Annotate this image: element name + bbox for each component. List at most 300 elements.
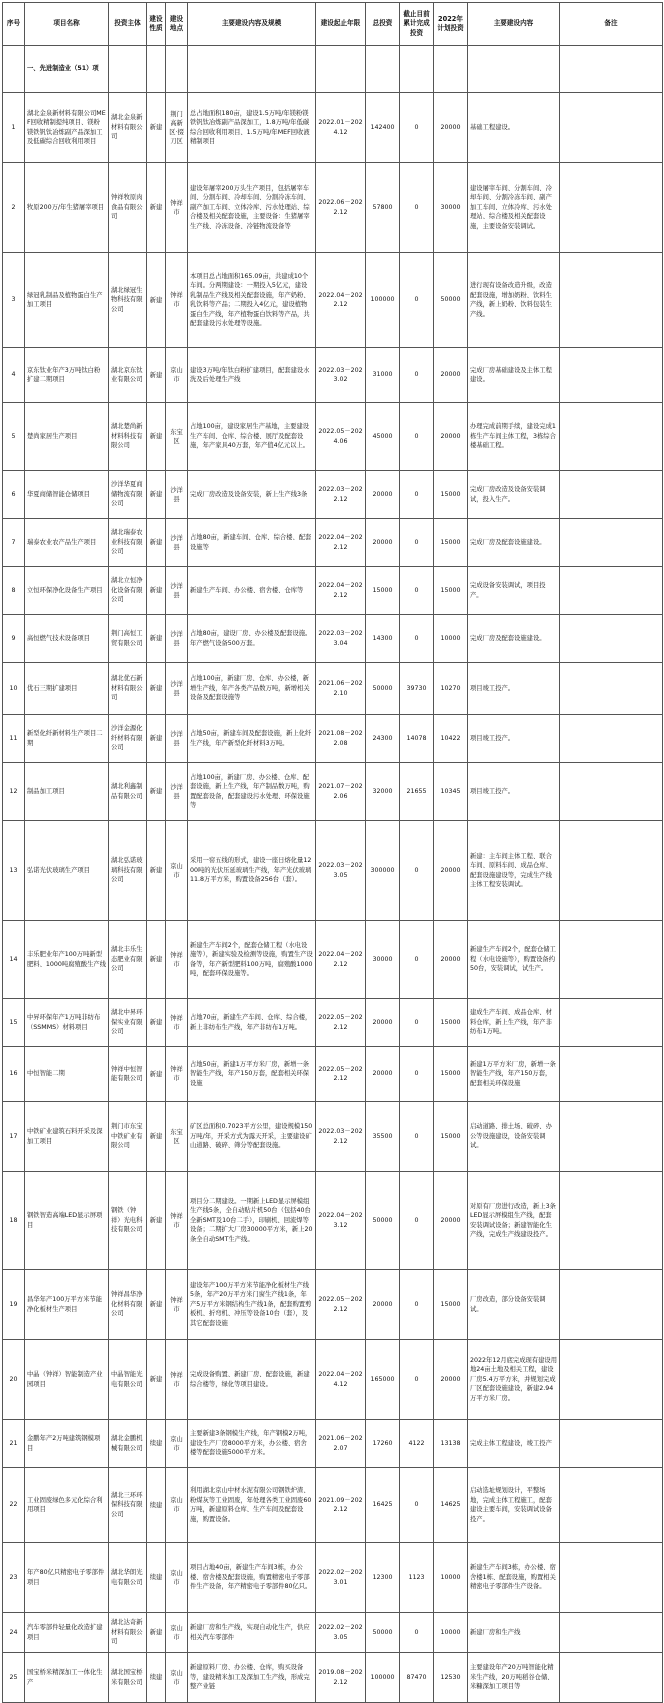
- main-construction: 项目竣工投产。: [468, 715, 560, 763]
- total-investment: 35500: [366, 1102, 400, 1172]
- completed-investment: 0: [400, 999, 434, 1047]
- completed-investment: 21655: [400, 763, 434, 821]
- investor: 沙洋金源化纤材料有限公司: [109, 715, 147, 763]
- investor: 湖北金泉新材料有限公司: [109, 93, 147, 163]
- construction-nature: 新建: [147, 1340, 166, 1420]
- completed-investment: 0: [400, 1102, 434, 1172]
- investor: 湖北楚尚新材料科技有限公司: [109, 403, 147, 471]
- main-construction: 完成厂房及配套设施建设。: [468, 615, 560, 663]
- project-name: 制品加工项目: [25, 763, 109, 821]
- project-name: 汽车零部件轻量化改造扩建项目: [25, 1613, 109, 1653]
- construction-location: 钟祥市: [166, 999, 188, 1047]
- header-content: 主要建设内容及规模: [188, 3, 316, 46]
- header-investor: 投资主体: [109, 3, 147, 46]
- construction-period: 2021.08－2022.08: [316, 715, 366, 763]
- remark: [560, 763, 663, 821]
- construction-period: 2019.08－2022.12: [316, 1653, 366, 1703]
- planned-investment: 13138: [434, 1420, 468, 1468]
- planned-investment: 10270: [434, 663, 468, 715]
- investor: 湖北丰乐生态肥业有限公司: [109, 921, 147, 999]
- section-title: 一、先进制造业（51）项: [25, 46, 109, 93]
- main-construction: 进行现有设备改造升级，改造配套设施，增加奶粉、饮料生产线，新上奶粉、饮料包装生产线。: [468, 253, 560, 348]
- main-construction: 厂房改造，部分设备安装调试。: [468, 1270, 560, 1340]
- construction-nature: 新建: [147, 567, 166, 615]
- construction-nature: 新建: [147, 1172, 166, 1270]
- total-investment: 20000: [366, 471, 400, 519]
- investor: 湖北三环环保科技有限公司: [109, 1468, 147, 1543]
- planned-investment: 15000: [434, 567, 468, 615]
- planned-investment: 15000: [434, 519, 468, 567]
- project-name: 瑞泰农业农产品生产项目: [25, 519, 109, 567]
- table-row: [3, 615, 663, 663]
- row-number: 15: [3, 999, 25, 1047]
- main-construction: 建成生产车间、成品仓库、材料仓库，新上生产线，年产非纺布1万吨。: [468, 999, 560, 1047]
- construction-location: 沙洋县: [166, 763, 188, 821]
- remark: [560, 403, 663, 471]
- row-number: 17: [3, 1102, 25, 1172]
- header-name: 项目名称: [25, 3, 109, 46]
- construction-content: 主要新建3条钢模生产线，年产钢模2万吨，建设生产厂房8000平方米，办公楼、宿舍楼等配套设施5000平方米。: [188, 1420, 316, 1468]
- planned-investment: 15000: [434, 1270, 468, 1340]
- main-construction: 完成主体工程建设，竣工投产: [468, 1420, 560, 1468]
- row-number: 10: [3, 663, 25, 715]
- row-number: 13: [3, 821, 25, 921]
- header-note: 备注: [560, 3, 663, 46]
- planned-investment: 10000: [434, 615, 468, 663]
- construction-nature: 新建: [147, 93, 166, 163]
- main-construction: 完成厂房及配套设施建设。: [468, 519, 560, 567]
- investor: 湖北达奇新材料有限公司: [109, 1613, 147, 1653]
- construction-nature: 续建: [147, 1468, 166, 1543]
- total-investment: 45000: [366, 403, 400, 471]
- header-plan: 2022年计划投资: [434, 3, 468, 46]
- investor: 湖北立恒净化设备有限公司: [109, 567, 147, 615]
- total-investment: 12300: [366, 1543, 400, 1613]
- header-location: 建设地点: [166, 3, 188, 46]
- construction-nature: 新建: [147, 763, 166, 821]
- construction-period: 2022.04－2024.12: [316, 1340, 366, 1420]
- row-number: 12: [3, 763, 25, 821]
- remark: [560, 1468, 663, 1543]
- completed-investment: 39730: [400, 663, 434, 715]
- investor: 湖北瑞泰农业科技有限公司: [109, 519, 147, 567]
- project-name: 钢铁智造高端LED显示屏项目: [25, 1172, 109, 1270]
- main-construction: 新建生产车间3栋，办公楼、宿舍楼1栋、配套设施，购置相关精密电子零部件生产设备。: [468, 1543, 560, 1613]
- completed-investment: 0: [400, 519, 434, 567]
- completed-investment: 14078: [400, 715, 434, 763]
- remark: [560, 715, 663, 763]
- investor: 沙洋华夏商储物流有限公司: [109, 471, 147, 519]
- construction-location: 京山市: [166, 821, 188, 921]
- table-row: [3, 715, 663, 763]
- construction-content: 新建生产车间2个，配套仓储工程（水电设施等），新建实验及检测等设施，购置生产设备等，年产新型肥料100万吨，腐殖酸1000吨，配套环保设施等。: [188, 921, 316, 999]
- construction-content: 项目占地40亩，新建生产车间3栋，办公楼、宿舍楼及配套设施，购置精密电子零部件生产设备，年产精密电子零部件80亿只。: [188, 1543, 316, 1613]
- construction-period: 2021.06－2022.10: [316, 663, 366, 715]
- planned-investment: 20000: [434, 93, 468, 163]
- header-period: 建设起止年限: [316, 3, 366, 46]
- construction-nature: 新建: [147, 471, 166, 519]
- construction-period: 2022.03－2022.12: [316, 1102, 366, 1172]
- completed-investment: 0: [400, 163, 434, 253]
- construction-content: 完成厂房改造及设备安装，新上生产线3条: [188, 471, 316, 519]
- construction-nature: 续建: [147, 1543, 166, 1613]
- construction-period: 2022.02－2023.01: [316, 1543, 366, 1613]
- construction-location: 钟祥市: [166, 1172, 188, 1270]
- construction-content: 本项目总占地面积165.09亩，共建成10个车间。分两期建设：一期投入5亿元，建设乳制品生产线及相关配套设施，年产奶粉、乳饮料等产品；二期投入4亿元，建设植物蛋白生产线，年产植物蛋白饮料等产品，共配套建设污水处理等设施。: [188, 253, 316, 348]
- investor: 荆门高恒工贸有限公司: [109, 615, 147, 663]
- completed-investment: 0: [400, 403, 434, 471]
- construction-period: 2021.09－2022.12: [316, 1468, 366, 1543]
- section-row: [3, 46, 663, 93]
- row-number: 23: [3, 1543, 25, 1613]
- construction-period: 2022.04－2022.12: [316, 921, 366, 999]
- project-name: 昌华年产100万平方米节能净化板材生产项目: [25, 1270, 109, 1340]
- completed-investment: 0: [400, 821, 434, 921]
- construction-nature: 新建: [147, 348, 166, 403]
- project-name: 高恒燃气技术设备项目: [25, 615, 109, 663]
- remark: [560, 93, 663, 163]
- header-total: 总投资: [366, 3, 400, 46]
- construction-nature: 新建: [147, 921, 166, 999]
- construction-content: 占地100亩，建设家居生产基地，主要建设生产车间、仓库、综合楼、展厅及配套设施，年产家具40万套，年产值4亿元以上。: [188, 403, 316, 471]
- remark: [560, 471, 663, 519]
- completed-investment: 0: [400, 1613, 434, 1653]
- main-construction: 建设屠宰车间、分割车间、冷却车间、分割冷冻车间、副产加工车间、立体冷库、污水处理站、综合楼及相关配套设施，主要设备安装调试。: [468, 163, 560, 253]
- project-name: 弘诺光伏玻璃生产项目: [25, 821, 109, 921]
- total-investment: 14300: [366, 615, 400, 663]
- total-investment: 50000: [366, 1172, 400, 1270]
- construction-content: 占地80亩，新建车间、仓库、综合楼、配套设施等: [188, 519, 316, 567]
- construction-nature: 新建: [147, 663, 166, 715]
- project-name: 绿冠乳制品及植物蛋白生产加工项目: [25, 253, 109, 348]
- construction-location: 钟祥市: [166, 1047, 188, 1102]
- main-construction: 主要建设年产20万吨智能化精米生产线，20万吨稻谷仓储、米糠深加工项目等: [468, 1653, 560, 1703]
- header-nature: 建设性质: [147, 3, 166, 46]
- completed-investment: 1123: [400, 1543, 434, 1613]
- project-name: 牧原200万/年生猪屠宰项目: [25, 163, 109, 253]
- construction-location: 沙洋县: [166, 715, 188, 763]
- investor: 湖北华朗光电有限公司: [109, 1543, 147, 1613]
- completed-investment: 4122: [400, 1420, 434, 1468]
- construction-nature: 新建: [147, 1047, 166, 1102]
- row-number: 2: [3, 163, 25, 253]
- construction-location: 京山市: [166, 1468, 188, 1543]
- table-row: [3, 567, 663, 615]
- planned-investment: 15000: [434, 999, 468, 1047]
- total-investment: 57800: [366, 163, 400, 253]
- planned-investment: 20000: [434, 1340, 468, 1420]
- investor: 钟祥牧原肉食品有限公司: [109, 163, 147, 253]
- table-header-row: [3, 3, 663, 46]
- completed-investment: 0: [400, 1340, 434, 1420]
- remark: [560, 1270, 663, 1340]
- investor: 湖北优石新材料有限公司: [109, 663, 147, 715]
- main-construction: 新建1万平方米厂房，新增一条智能生产线，年产150万套，配套相关环保设施: [468, 1047, 560, 1102]
- construction-content: 建设年屠宰200万头生产项目，包括屠宰车间、分割车间、冷却车间、分割冷冻车间、副产加工车间、立体冷库、污水处理站、综合楼及相关配套设施，主要设备：生猪屠宰生产线、冷冻设备、冷链物流设备等: [188, 163, 316, 253]
- construction-location: 京山市: [166, 348, 188, 403]
- row-number: 16: [3, 1047, 25, 1102]
- remark: [560, 567, 663, 615]
- completed-investment: 0: [400, 1270, 434, 1340]
- construction-period: 2022.03－2022.12: [316, 471, 366, 519]
- row-number: 14: [3, 921, 25, 999]
- construction-nature: 新建: [147, 1270, 166, 1340]
- header-done: 截止目前累计完成投资: [400, 3, 434, 46]
- table-row: [3, 999, 663, 1047]
- investor: 湖北中昇环保实业有限公司: [109, 999, 147, 1047]
- main-construction: 对原有厂房进行改造，新上3条LED显示屏模组生产线，配套安装调试设备；新建智能化生产线，完成生产线建设投产。: [468, 1172, 560, 1270]
- investor: 钢铁（钟祥）光电科技有限公司: [109, 1172, 147, 1270]
- completed-investment: 0: [400, 1172, 434, 1270]
- planned-investment: 15000: [434, 1102, 468, 1172]
- remark: [560, 821, 663, 921]
- total-investment: 100000: [366, 1653, 400, 1703]
- planned-investment: 20000: [434, 403, 468, 471]
- remark: [560, 253, 663, 348]
- construction-location: 钟祥市: [166, 1340, 188, 1420]
- construction-nature: 新建: [147, 715, 166, 763]
- completed-investment: 87470: [400, 1653, 434, 1703]
- construction-nature: 新建: [147, 163, 166, 253]
- construction-content: 新建生产车间、办公楼、宿舍楼、仓库等: [188, 567, 316, 615]
- construction-location: 沙洋县: [166, 567, 188, 615]
- table-row: [3, 471, 663, 519]
- construction-nature: 新建: [147, 1613, 166, 1653]
- row-number: 1: [3, 93, 25, 163]
- table-row: [3, 1340, 663, 1420]
- construction-period: 2022.01－2024.12: [316, 93, 366, 163]
- construction-content: 占地50亩，新建车间及配套设施，新上化纤生产线，年产新型化纤材料3万吨。: [188, 715, 316, 763]
- table-row: [3, 519, 663, 567]
- construction-period: 2022.06－2022.12: [316, 163, 366, 253]
- project-name: 丰乐肥业年产100万吨新型肥料、1000吨腐殖酸生产线: [25, 921, 109, 999]
- row-number: 24: [3, 1613, 25, 1653]
- construction-period: 2022.04－2022.12: [316, 567, 366, 615]
- remark: [560, 615, 663, 663]
- table-row: [3, 1653, 663, 1703]
- planned-investment: 15000: [434, 1047, 468, 1102]
- table-row: [3, 1468, 663, 1543]
- project-name: 年产80亿只精密电子零部件项目: [25, 1543, 109, 1613]
- main-construction: 2022年12月底完成现有建设用地24亩土地及相关工程，建设厂房5.4万平方米，并规划完成厂区配套设施建设，新建2.94万平方米厂房。: [468, 1340, 560, 1420]
- planned-investment: 10345: [434, 763, 468, 821]
- project-name: 中恒智能二期: [25, 1047, 109, 1102]
- project-name: 中铁矿业建筑石料开采及深加工项目: [25, 1102, 109, 1172]
- project-table: [2, 2, 663, 1703]
- planned-investment: 20000: [434, 1172, 468, 1270]
- table-row: [3, 1420, 663, 1468]
- planned-investment: 10000: [434, 1543, 468, 1613]
- row-number: 25: [3, 1653, 25, 1703]
- project-name: 立恒环保净化设备生产项目: [25, 567, 109, 615]
- planned-investment: 10422: [434, 715, 468, 763]
- construction-location: 钟祥市: [166, 163, 188, 253]
- construction-location: 沙洋县: [166, 471, 188, 519]
- construction-nature: 新建: [147, 1102, 166, 1172]
- table-body: [3, 46, 663, 1703]
- table-row: [3, 763, 663, 821]
- project-name: 工业固废绿色多元化综合利用项目: [25, 1468, 109, 1543]
- construction-content: 项目分二期建设。一期新上LED显示屏模组生产线5条，全自动贴片机50台（包括40台全新SMT及10台二手），印刷机、回流焊等设备；二期扩大厂房30000平方米，新上20条全自动SMT生产线。: [188, 1172, 316, 1270]
- construction-content: 新建厂房和生产线，实现自动化生产，供应相关汽车零部件: [188, 1613, 316, 1653]
- row-number: 8: [3, 567, 25, 615]
- completed-investment: 0: [400, 615, 434, 663]
- construction-content: 建设3万吨/年钛白粉扩建项目，配套建设水洗及后处理生产线: [188, 348, 316, 403]
- main-construction: 项目竣工投产。: [468, 763, 560, 821]
- remark: [560, 519, 663, 567]
- main-construction: 启动道路、排土场、破碎、办公等设施建设，设备安装调试。: [468, 1102, 560, 1172]
- main-construction: 完成厂房改造及设备安装调试，投入生产。: [468, 471, 560, 519]
- remark: [560, 163, 663, 253]
- construction-location: 京山市: [166, 1653, 188, 1703]
- header-no: 序号: [3, 3, 25, 46]
- total-investment: 50000: [366, 1613, 400, 1653]
- table-row: [3, 163, 663, 253]
- construction-content: 采用一窑五线的形式，建设一座日熔化量1200吨的光伏压延玻璃生产线，年产光伏玻璃11.8万平方米，购置设备256台（套）。: [188, 821, 316, 921]
- header-main: 主要建设内容: [468, 3, 560, 46]
- total-investment: 24300: [366, 715, 400, 763]
- construction-location: 荆门高新区·掇刀区: [166, 93, 188, 163]
- table-row: [3, 1172, 663, 1270]
- project-table-sheet: [2, 2, 663, 1703]
- table-row: [3, 93, 663, 163]
- total-investment: 50000: [366, 663, 400, 715]
- remark: [560, 1340, 663, 1420]
- project-name: 楚尚家居生产项目: [25, 403, 109, 471]
- total-investment: 32000: [366, 763, 400, 821]
- table-row: [3, 348, 663, 403]
- construction-location: 京山市: [166, 1543, 188, 1613]
- construction-period: 2022.05－2022.12: [316, 1047, 366, 1102]
- table-row: [3, 1270, 663, 1340]
- construction-location: 钟祥市: [166, 1270, 188, 1340]
- construction-location: 钟祥市: [166, 253, 188, 348]
- completed-investment: 0: [400, 567, 434, 615]
- construction-location: 沙洋县: [166, 663, 188, 715]
- construction-location: 沙洋县: [166, 519, 188, 567]
- row-number: 3: [3, 253, 25, 348]
- construction-content: 建设年产100万平方米节能净化板材生产线5条，年产20万平方米门窗生产线1条，年产5万平方米钢结构生产线1条，配套购置剪板机、折弯机、冲压等设备10台（套），及其它配套设施: [188, 1270, 316, 1340]
- construction-content: 占地100亩，新建厂房、办公楼、仓库、配套设施，新上生产线，年产制品数万吨，购置配套设备，配套建设污水处理、环保设施等: [188, 763, 316, 821]
- total-investment: 100000: [366, 253, 400, 348]
- construction-content: 矿区总面积0.7023平方公里，建设规模150万吨/年，开采方式为露天开采，主要建设矿山道路、破碎、筛分等配套设施。: [188, 1102, 316, 1172]
- project-name: 中晶（钟祥）智能制造产业园项目: [25, 1340, 109, 1420]
- investor: 荆门市东宝中铁矿业有限公司: [109, 1102, 147, 1172]
- completed-investment: 0: [400, 1047, 434, 1102]
- total-investment: 20000: [366, 519, 400, 567]
- main-construction: 新建厂房和生产线: [468, 1613, 560, 1653]
- construction-content: 占地100亩，新建厂房、仓库、办公楼，新增生产线，年产各类产品数万吨，新增相关设备及配套设施等: [188, 663, 316, 715]
- investor: 中晶智能光电有限公司: [109, 1340, 147, 1420]
- planned-investment: 14625: [434, 1468, 468, 1543]
- remark: [560, 1172, 663, 1270]
- construction-location: 东宝区: [166, 403, 188, 471]
- construction-content: 利用湖北京山中材水泥有限公司钢铁炉渣、粉煤灰等工业固废，年处理各类工业固废60万吨，新建原料仓库、生产车间及配套设施，购置设备。: [188, 1468, 316, 1543]
- construction-location: 东宝区: [166, 1102, 188, 1172]
- row-number: 21: [3, 1420, 25, 1468]
- remark: [560, 1653, 663, 1703]
- planned-investment: 50000: [434, 253, 468, 348]
- table-row: [3, 253, 663, 348]
- main-construction: 新建生产车间2个，配套仓储工程（水电设施等），购置设备约50台，安装调试，试生产。: [468, 921, 560, 999]
- construction-nature: 新建: [147, 519, 166, 567]
- construction-period: 2022.05－2024.06: [316, 403, 366, 471]
- construction-nature: 新建: [147, 615, 166, 663]
- total-investment: 31000: [366, 348, 400, 403]
- construction-nature: 续建: [147, 1653, 166, 1703]
- construction-period: 2022.02－2023.05: [316, 1613, 366, 1653]
- table-row: [3, 921, 663, 999]
- main-construction: 启动选址规划设计，平整场地，完成主体工程施工，配套建设主要车间，安装调试设备投产。: [468, 1468, 560, 1543]
- row-number: 7: [3, 519, 25, 567]
- total-investment: 20000: [366, 1047, 400, 1102]
- construction-nature: 新建: [147, 403, 166, 471]
- row-number: 4: [3, 348, 25, 403]
- planned-investment: 15000: [434, 471, 468, 519]
- total-investment: 300000: [366, 821, 400, 921]
- project-name: 优石三期扩建项目: [25, 663, 109, 715]
- completed-investment: 0: [400, 471, 434, 519]
- planned-investment: 20000: [434, 348, 468, 403]
- investor: 湖北绿冠生物科技有限公司: [109, 253, 147, 348]
- construction-content: 占地50亩，新建1万平方米厂房，新增一条智能生产线，年产150万套，配套相关环保设施: [188, 1047, 316, 1102]
- construction-period: 2022.04－2022.12: [316, 253, 366, 348]
- construction-nature: 新建: [147, 999, 166, 1047]
- table-row: [3, 403, 663, 471]
- project-name: 京东钛业年产3万吨钛白粉扩建二期项目: [25, 348, 109, 403]
- project-name: 华夏商储智能仓储项目: [25, 471, 109, 519]
- construction-period: 2022.04－2023.12: [316, 1172, 366, 1270]
- row-number: 6: [3, 471, 25, 519]
- construction-content: 完成设备购置、新建厂房、配套设施，新建综合楼等，绿化等项目建设。: [188, 1340, 316, 1420]
- table-row: [3, 1613, 663, 1653]
- investor: 湖北利鑫制品有限公司: [109, 763, 147, 821]
- construction-location: 沙洋县: [166, 615, 188, 663]
- construction-location: 钟祥市: [166, 921, 188, 999]
- row-number: 5: [3, 403, 25, 471]
- remark: [560, 348, 663, 403]
- table-row: [3, 1047, 663, 1102]
- row-number: 9: [3, 615, 25, 663]
- row-number: 22: [3, 1468, 25, 1543]
- construction-period: 2022.04－2022.12: [316, 519, 366, 567]
- table-row: [3, 663, 663, 715]
- total-investment: 17260: [366, 1420, 400, 1468]
- investor: 湖北国宝桥米有限公司: [109, 1653, 147, 1703]
- investor: 钟祥昌华净化材料有限公司: [109, 1270, 147, 1340]
- completed-investment: 0: [400, 348, 434, 403]
- construction-period: 2021.06－2022.07: [316, 1420, 366, 1468]
- total-investment: 30000: [366, 921, 400, 999]
- planned-investment: 12530: [434, 1653, 468, 1703]
- construction-location: 京山市: [166, 1613, 188, 1653]
- construction-content: 总占地面积180亩，建设1.5万吨/年镁粉镁铁钒钛冶炼副产品深加工，1.8万吨/年低碳综合回收利用项目、1.5万吨/年MEF回收液精制项目: [188, 93, 316, 163]
- construction-nature: 新建: [147, 821, 166, 921]
- construction-content: 新建原料厂房、办公楼、仓库，购买设备等，建设精米加工及深加工生产线，形成完整产业链: [188, 1653, 316, 1703]
- construction-content: 占地70亩，新建生产车间、仓库、综合楼，新上非纺布生产线，年产非纺布1万吨。: [188, 999, 316, 1047]
- total-investment: 165000: [366, 1340, 400, 1420]
- row-number: 20: [3, 1340, 25, 1420]
- row-number: 18: [3, 1172, 25, 1270]
- remark: [560, 999, 663, 1047]
- investor: 湖北弘诺玻璃科技有限公司: [109, 821, 147, 921]
- planned-investment: 10000: [434, 1613, 468, 1653]
- planned-investment: 30000: [434, 163, 468, 253]
- construction-period: 2022.05－2022.12: [316, 999, 366, 1047]
- construction-period: 2022.03－2023.04: [316, 615, 366, 663]
- project-name: 金鹏年产2万吨建筑钢模项目: [25, 1420, 109, 1468]
- construction-nature: 续建: [147, 1420, 166, 1468]
